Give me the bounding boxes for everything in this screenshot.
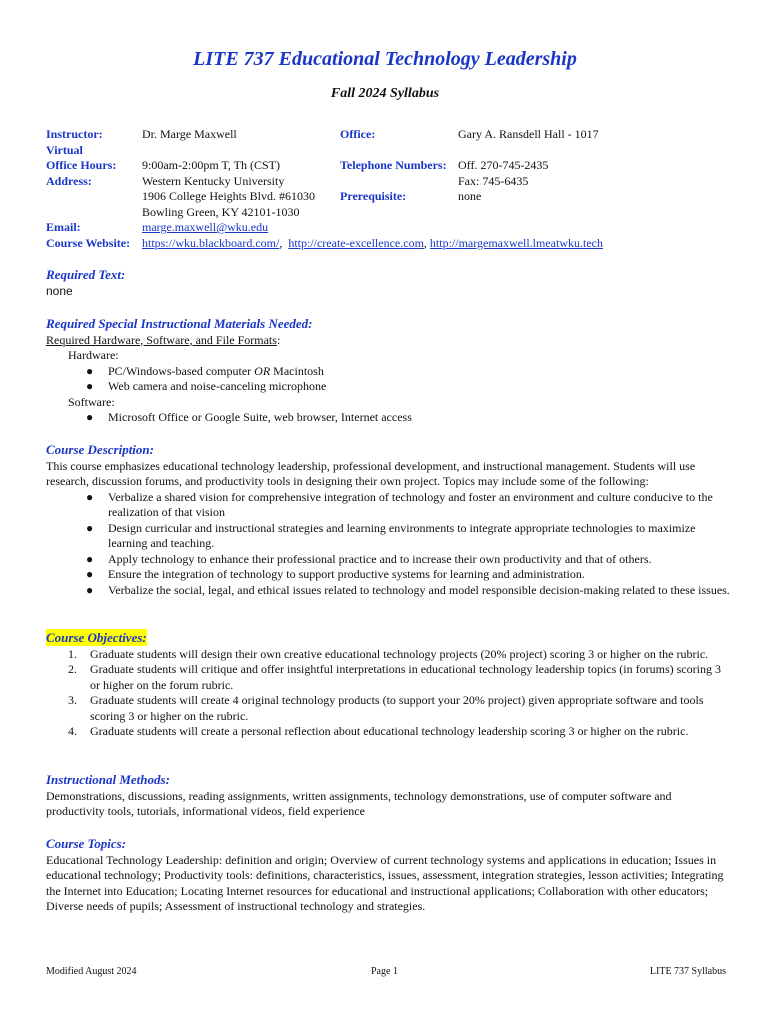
description-bullet-3: Apply technology to enhance their professional practice and to increase their own productivity and that of others.	[108, 551, 652, 566]
materials-intro	[46, 333, 730, 349]
margemaxwell-link[interactable]: http://margemaxwell.lmeatwku.tech	[429, 235, 603, 250]
list-item	[46, 379, 730, 395]
description-heading: Course Description:	[46, 442, 154, 457]
website-separator: ,	[423, 235, 427, 250]
hardware-item-1b: Macintosh	[270, 363, 324, 378]
bullet-icon: ●	[86, 489, 94, 504]
hardware-item-2: Web camera and noise-canceling microphone	[108, 379, 327, 393]
software-label: Software:	[68, 394, 115, 409]
fax-value: Fax: 745-6435	[458, 173, 529, 188]
instructor-info	[46, 127, 736, 255]
telephone-label: Telephone Numbers:	[340, 158, 447, 172]
objectives-heading: Course Objectives:	[46, 630, 147, 645]
instructor-label: Instructor:	[46, 127, 103, 141]
required-text-body: none	[46, 283, 73, 298]
description-bullet-5: Verbalize the social, legal, and ethical issues related to technology and model responsible decision-making related to these issues.	[108, 582, 730, 597]
office-value: Gary A. Ransdell Hall - 1017	[458, 127, 599, 141]
topics-body: Educational Technology Leadership: definition and origin; Overview of current technology systems and applications in education; Issues in educational technology; Productivity tools: definitions, characteristics, issues, assessment, integration strategies, lesson activities; Integrating the Internet into Education; Locating Internet resources for educational and instructional applications; Collaboration with other educators; Diverse needs of pupils; Assessment of instructional technology and strategies.	[46, 852, 724, 913]
methods-section	[46, 771, 730, 820]
objectives-list	[46, 647, 730, 740]
materials-heading: Required Special Instructional Materials Needed:	[46, 316, 313, 331]
list-item	[46, 662, 730, 693]
footer-page-number: Page 1	[371, 966, 398, 977]
objective-number: 3.	[68, 693, 77, 707]
software-item-1: Microsoft Office or Google Suite, web browser, Internet access	[108, 410, 412, 424]
list-item	[46, 724, 730, 740]
topics-heading: Course Topics:	[46, 836, 127, 851]
address-line-2: 1906 College Heights Blvd. #61030	[142, 189, 315, 203]
objective-number: 1.	[68, 646, 77, 661]
prerequisite-label: Prerequisite:	[340, 189, 407, 203]
description-list	[46, 490, 730, 599]
bullet-icon: ●	[86, 567, 94, 581]
materials-intro-colon: :	[276, 332, 281, 347]
objective-text: Graduate students will create 4 original technology products (to support your 20% project) given appropriate software and tools scoring 3 or higher on the rubric.	[90, 693, 704, 723]
office-hours-label: Office Hours:	[46, 158, 117, 172]
required-text-heading: Required Text:	[46, 267, 126, 282]
description-bullet-1: Verbalize a shared vision for comprehensive integration of technology and foster an environment and culture conducive to the realization of that vision	[108, 489, 713, 519]
description-section	[46, 441, 730, 598]
list-item	[46, 583, 730, 599]
list-item	[46, 521, 730, 552]
methods-heading: Instructional Methods:	[46, 772, 170, 787]
bullet-icon: ●	[86, 363, 94, 378]
objective-text: Graduate students will create a personal reflection about educational technology leadership scoring 3 or higher on the rubric.	[90, 724, 689, 738]
objective-text: Graduate students will design their own creative educational technology projects (20% project) scoring 3 or higher on the rubric.	[90, 646, 709, 661]
course-website-label: Course Website:	[46, 235, 131, 250]
bullet-icon: ●	[86, 551, 94, 566]
description-bullet-4: Ensure the integration of technology to support productive systems for learning and administration.	[108, 567, 585, 581]
required-text-section	[46, 266, 730, 299]
office-hours-value: 9:00am-2:00pm T, Th (CST)	[142, 158, 280, 172]
list-item	[46, 567, 730, 583]
list-item	[46, 490, 730, 521]
hardware-label: Hardware:	[68, 348, 119, 362]
address-label: Address:	[46, 173, 92, 188]
hardware-list	[46, 364, 730, 395]
telephone-value: Off. 270-745-2435	[458, 158, 549, 172]
course-website-links	[142, 236, 603, 252]
bullet-icon: ●	[86, 379, 94, 393]
list-item	[46, 693, 730, 724]
create-excellence-link[interactable]: http://create-excellence.com	[288, 235, 424, 250]
list-item	[46, 552, 730, 568]
prerequisite-value: none	[458, 189, 482, 203]
software-list	[46, 410, 730, 426]
email-label: Email:	[46, 220, 81, 234]
objective-text: Graduate students will critique and offer insightful interpretations in educational technology leadership topics (in forums) scoring 3 or higher on the forum rubric.	[90, 662, 721, 692]
bullet-icon: ●	[86, 520, 94, 535]
instructor-name: Dr. Marge Maxwell	[142, 127, 237, 141]
document-subtitle: Fall 2024 Syllabus	[330, 86, 440, 101]
list-item	[46, 647, 730, 663]
hardware-item-1-or: OR	[254, 363, 271, 378]
address-line-3: Bowling Green, KY 42101-1030	[142, 204, 300, 219]
bullet-icon: ●	[86, 582, 94, 597]
virtual-label: Virtual	[46, 142, 83, 157]
address-line-1: Western Kentucky University	[142, 173, 285, 188]
email-link[interactable]: marge.maxwell@wku.edu	[142, 220, 269, 234]
office-label: Office:	[340, 127, 376, 141]
document-title: LITE 737 Educational Technology Leadership	[193, 48, 577, 70]
hardware-item-1a: PC/Windows-based computer	[108, 363, 255, 378]
website-separator: ,	[279, 235, 283, 250]
materials-section	[46, 315, 730, 426]
list-item	[46, 410, 730, 426]
objective-number: 4.	[68, 724, 77, 738]
materials-intro-text: Required Hardware, Software, and File Formats	[46, 332, 277, 347]
topics-section	[46, 835, 730, 915]
blackboard-link[interactable]: https://wku.blackboard.com/	[142, 235, 280, 250]
list-item	[46, 364, 730, 380]
description-intro: This course emphasizes educational technology leadership, professional development, and instructional management. Students will use research, discussion forums, and productivity tools in designing their own project. Topics may include some of the following:	[46, 458, 696, 488]
bullet-icon: ●	[86, 410, 94, 424]
footer-course: LITE 737 Syllabus	[649, 966, 726, 977]
objective-number: 2.	[68, 662, 77, 676]
footer-modified: Modified August 2024	[46, 966, 137, 977]
methods-body: Demonstrations, discussions, reading assignments, written assignments, technology demonstrations, use of computer software and productivity tools, tutorials, informational videos, field experience	[46, 788, 672, 818]
objectives-section	[46, 629, 730, 740]
description-bullet-2: Design curricular and instructional strategies and learning environments to integrate appropriate technologies to maximize learning and teaching.	[108, 520, 696, 550]
